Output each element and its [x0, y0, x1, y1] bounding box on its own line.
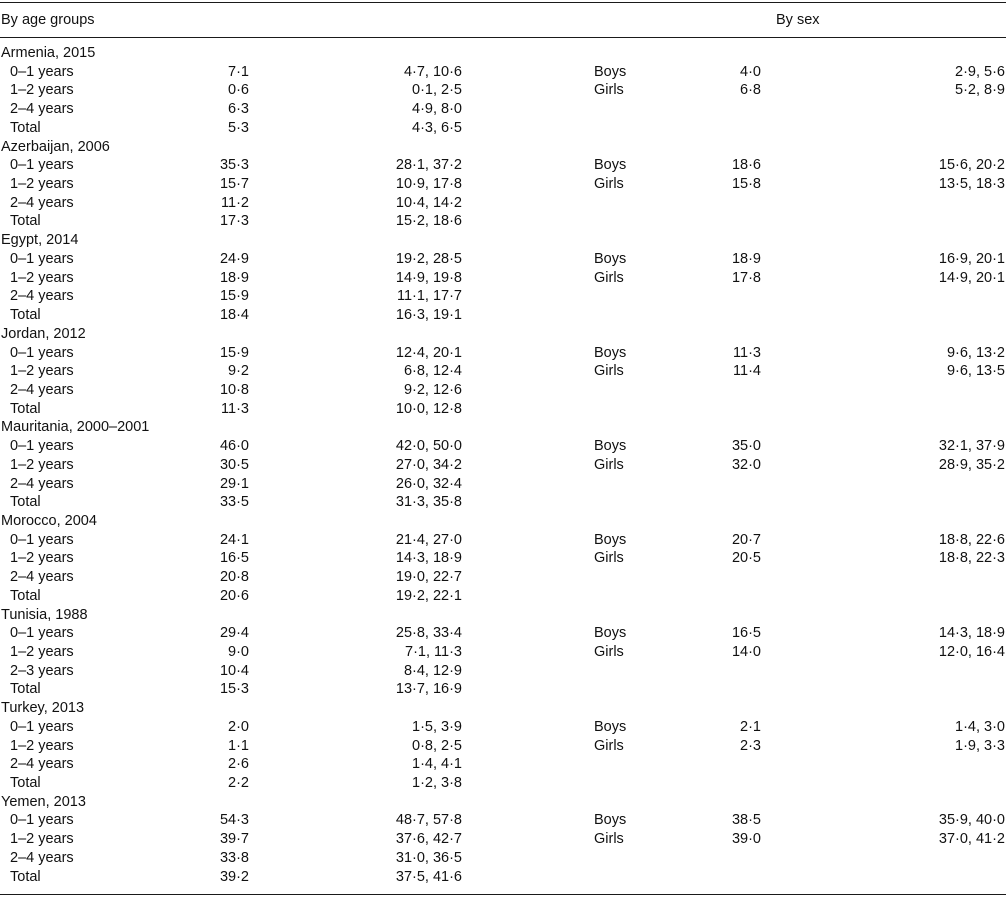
sex-ci: 35·9, 40·0 — [938, 812, 1005, 829]
table-row — [0, 63, 1006, 82]
table-row — [0, 680, 1006, 699]
table-row — [0, 381, 1006, 400]
age-group-value: 30·5 — [219, 456, 249, 473]
age-group-ci: 7·1, 11·3 — [405, 644, 462, 660]
age-group-label: Total — [10, 775, 41, 792]
sex-value: 4·0 — [740, 63, 761, 80]
sex-label: Girls — [594, 550, 624, 567]
age-group-ci: 8·4, 12·9 — [403, 662, 462, 679]
age-group-value: 46·0 — [219, 438, 249, 455]
table-row — [0, 81, 1006, 100]
sex-label: Boys — [594, 157, 627, 174]
age-group-ci: 21·4, 27·0 — [395, 531, 462, 548]
age-group-ci: 10·4, 14·2 — [395, 194, 462, 211]
age-group-value: 2·0 — [228, 718, 249, 735]
table-row — [0, 493, 1006, 512]
age-group-label: Total — [10, 494, 41, 511]
sex-ci: 1·9, 3·3 — [955, 737, 1005, 754]
age-group-value: 33·5 — [219, 494, 249, 511]
age-group-value: 15·9 — [219, 288, 249, 305]
age-group-ci: 12·4, 20·1 — [395, 344, 462, 361]
country-row — [0, 699, 1006, 718]
age-group-ci: 31·0, 36·5 — [395, 849, 462, 866]
age-group-value: 24·1 — [219, 531, 249, 548]
table-row — [0, 587, 1006, 606]
sex-label: Girls — [594, 363, 624, 380]
table-row — [0, 475, 1006, 494]
table-row — [0, 437, 1006, 456]
age-group-label: 0–1 years — [10, 438, 74, 455]
country-row — [0, 418, 1006, 437]
sex-label: Boys — [594, 250, 627, 267]
sex-label: Boys — [594, 63, 627, 80]
sex-value: 14·0 — [731, 644, 761, 660]
country-row — [0, 138, 1006, 157]
age-group-value: 39·2 — [219, 868, 249, 885]
sex-ci: 5·2, 8·9 — [955, 82, 1005, 99]
age-group-ci: 19·2, 22·1 — [395, 587, 462, 604]
sex-ci: 14·3, 18·9 — [938, 625, 1005, 642]
country-label: Tunisia, 1988 — [1, 606, 88, 623]
age-group-value: 20·8 — [219, 569, 249, 586]
sex-label: Boys — [594, 812, 627, 829]
sex-ci: 2·9, 5·6 — [955, 63, 1005, 80]
age-group-ci: 4·7, 10·6 — [403, 63, 462, 80]
age-group-ci: 19·0, 22·7 — [395, 569, 462, 586]
sex-ci: 32·1, 37·9 — [938, 438, 1005, 455]
age-group-value: 54·3 — [219, 812, 249, 829]
sex-value: 32·0 — [731, 456, 761, 473]
age-group-label: 0–1 years — [10, 812, 74, 829]
age-group-label: 1–2 years — [10, 550, 74, 567]
sex-value: 2·1 — [740, 718, 761, 735]
age-group-ci: 14·9, 19·8 — [395, 269, 462, 286]
age-group-value: 16·5 — [219, 550, 249, 567]
country-label: Mauritania, 2000–2001 — [1, 419, 150, 436]
country-row — [0, 44, 1006, 63]
age-group-label: Total — [10, 213, 41, 230]
age-group-ci: 16·3, 19·1 — [395, 307, 462, 324]
age-group-ci: 10·0, 12·8 — [395, 400, 462, 417]
age-group-label: 2–4 years — [10, 569, 74, 586]
sex-ci: 28·9, 35·2 — [938, 456, 1005, 473]
age-group-ci: 26·0, 32·4 — [395, 475, 462, 492]
age-group-label: 2–3 years — [10, 662, 74, 679]
age-group-ci: 4·9, 8·0 — [412, 101, 462, 118]
sex-ci: 18·8, 22·6 — [938, 531, 1005, 548]
table-row — [0, 549, 1006, 568]
sex-ci: 37·0, 41·2 — [938, 831, 1005, 848]
sex-value: 17·8 — [731, 269, 761, 286]
sex-ci: 13·5, 18·3 — [938, 176, 1005, 193]
age-group-label: 1–2 years — [10, 644, 74, 660]
age-group-label: 2–4 years — [10, 288, 74, 305]
age-group-ci: 11·1, 17·7 — [396, 288, 462, 305]
country-row — [0, 512, 1006, 531]
sex-label: Girls — [594, 644, 624, 660]
age-group-label: 1–2 years — [10, 269, 74, 286]
age-group-ci: 37·5, 41·6 — [395, 868, 462, 885]
table-row — [0, 868, 1006, 887]
table-row — [0, 306, 1006, 325]
age-group-ci: 25·8, 33·4 — [395, 625, 462, 642]
age-group-ci: 0·1, 2·5 — [412, 82, 462, 99]
table-row — [0, 718, 1006, 737]
age-group-ci: 19·2, 28·5 — [395, 250, 462, 267]
age-group-label: Total — [10, 587, 41, 604]
age-group-ci: 1·2, 3·8 — [412, 775, 462, 792]
bottom-rule — [0, 894, 1006, 895]
sex-label: Boys — [594, 718, 627, 735]
country-row — [0, 325, 1006, 344]
age-group-label: Total — [10, 307, 41, 324]
age-group-label: Total — [10, 119, 41, 136]
age-group-value: 2·2 — [228, 775, 249, 792]
country-label: Jordan, 2012 — [1, 325, 86, 342]
sex-ci: 15·6, 20·2 — [938, 157, 1005, 174]
sex-value: 16·5 — [731, 625, 761, 642]
table-row — [0, 250, 1006, 269]
table-row — [0, 531, 1006, 550]
age-group-label: 1–2 years — [10, 176, 74, 193]
age-group-value: 0·6 — [228, 82, 249, 99]
table-row — [0, 643, 1006, 662]
age-group-value: 9·2 — [228, 363, 249, 380]
age-group-value: 10·4 — [219, 662, 249, 679]
age-group-label: 0–1 years — [10, 63, 74, 80]
age-group-ci: 1·4, 4·1 — [412, 756, 462, 773]
country-label: Morocco, 2004 — [1, 512, 97, 529]
table-row — [0, 774, 1006, 793]
age-group-value: 7·1 — [228, 63, 249, 80]
table-row — [0, 212, 1006, 231]
age-group-value: 39·7 — [219, 831, 249, 848]
header-by-sex: By sex — [776, 12, 820, 28]
top-rule — [0, 2, 1006, 3]
sex-ci: 12·0, 16·4 — [938, 644, 1005, 660]
country-row — [0, 606, 1006, 625]
sex-value: 39·0 — [731, 831, 761, 848]
age-group-label: 2–4 years — [10, 101, 74, 118]
table-row — [0, 624, 1006, 643]
age-group-value: 2·6 — [228, 756, 249, 773]
age-group-label: 1–2 years — [10, 831, 74, 848]
age-group-value: 10·8 — [219, 381, 249, 398]
sex-value: 11·3 — [733, 344, 761, 361]
country-label: Yemen, 2013 — [1, 793, 86, 810]
table-row — [0, 568, 1006, 587]
age-group-ci: 0·8, 2·5 — [412, 737, 462, 754]
age-group-label: 0–1 years — [10, 625, 74, 642]
sex-value: 38·5 — [731, 812, 761, 829]
age-group-value: 33·8 — [219, 849, 249, 866]
age-group-label: 1–2 years — [10, 737, 74, 754]
age-group-ci: 14·3, 18·9 — [395, 550, 462, 567]
age-group-ci: 4·3, 6·5 — [412, 119, 462, 136]
age-group-label: 0–1 years — [10, 250, 74, 267]
header-by-age-groups: By age groups — [1, 12, 95, 28]
age-group-ci: 48·7, 57·8 — [395, 812, 462, 829]
table-row — [0, 156, 1006, 175]
age-group-label: 1–2 years — [10, 82, 74, 99]
sex-value: 20·5 — [731, 550, 761, 567]
table-row — [0, 100, 1006, 119]
age-group-value: 18·4 — [219, 307, 249, 324]
age-group-value: 15·7 — [219, 176, 249, 193]
table-row — [0, 811, 1006, 830]
age-group-ci: 28·1, 37·2 — [395, 157, 462, 174]
age-group-value: 29·1 — [219, 475, 249, 492]
table-body — [0, 44, 1006, 886]
sex-value: 15·8 — [731, 176, 761, 193]
header-rule — [0, 37, 1006, 38]
table-row — [0, 755, 1006, 774]
country-label: Turkey, 2013 — [1, 700, 85, 717]
sex-value: 35·0 — [731, 438, 761, 455]
country-label: Azerbaijan, 2006 — [1, 138, 110, 155]
age-group-ci: 10·9, 17·8 — [395, 176, 462, 193]
age-group-label: 2–4 years — [10, 194, 74, 211]
table-row — [0, 269, 1006, 288]
country-row — [0, 793, 1006, 812]
age-group-ci: 31·3, 35·8 — [395, 494, 462, 511]
sex-label: Boys — [594, 625, 627, 642]
sex-label: Girls — [594, 737, 624, 754]
age-group-label: 1–2 years — [10, 456, 74, 473]
table-row — [0, 456, 1006, 475]
age-group-ci: 9·2, 12·6 — [403, 381, 462, 398]
sex-ci: 9·6, 13·5 — [946, 363, 1005, 380]
table-row — [0, 287, 1006, 306]
sex-value: 6·8 — [740, 82, 761, 99]
age-group-label: 2–4 years — [10, 381, 74, 398]
sex-value: 2·3 — [740, 737, 761, 754]
table-row — [0, 344, 1006, 363]
age-group-value: 18·9 — [219, 269, 249, 286]
age-group-value: 9·0 — [228, 644, 249, 660]
age-group-value: 24·9 — [219, 250, 249, 267]
sex-ci: 9·6, 13·2 — [946, 344, 1005, 361]
sex-value: 18·6 — [731, 157, 761, 174]
age-group-ci: 15·2, 18·6 — [395, 213, 462, 230]
age-group-label: Total — [10, 400, 41, 417]
sex-label: Boys — [594, 344, 627, 361]
age-group-value: 15·3 — [219, 681, 249, 698]
age-group-value: 15·9 — [219, 344, 249, 361]
sex-value: 18·9 — [731, 250, 761, 267]
age-group-ci: 6·8, 12·4 — [403, 363, 462, 380]
table-row — [0, 662, 1006, 681]
age-group-label: Total — [10, 868, 41, 885]
age-group-label: 0–1 years — [10, 344, 74, 361]
age-group-value: 20·6 — [219, 587, 249, 604]
age-group-label: 0–1 years — [10, 531, 74, 548]
table-row — [0, 119, 1006, 138]
sex-ci: 16·9, 20·1 — [938, 250, 1005, 267]
table-row — [0, 194, 1006, 213]
age-group-value: 1·1 — [228, 737, 249, 754]
sex-label: Girls — [594, 82, 624, 99]
table-row — [0, 400, 1006, 419]
table-row — [0, 175, 1006, 194]
country-row — [0, 231, 1006, 250]
table-row — [0, 362, 1006, 381]
age-group-ci: 42·0, 50·0 — [395, 438, 462, 455]
age-group-ci: 37·6, 42·7 — [395, 831, 462, 848]
table-row — [0, 830, 1006, 849]
age-group-ci: 27·0, 34·2 — [395, 456, 462, 473]
age-group-label: 2–4 years — [10, 756, 74, 773]
sex-value: 11·4 — [733, 363, 761, 380]
age-group-value: 35·3 — [219, 157, 249, 174]
sex-value: 20·7 — [731, 531, 761, 548]
sex-ci: 14·9, 20·1 — [938, 269, 1005, 286]
age-group-label: Total — [10, 681, 41, 698]
age-group-ci: 13·7, 16·9 — [395, 681, 462, 698]
sex-ci: 18·8, 22·3 — [938, 550, 1005, 567]
sex-label: Girls — [594, 456, 624, 473]
age-group-value: 11·3 — [221, 400, 249, 417]
age-group-label: 2–4 years — [10, 475, 74, 492]
age-group-label: 0–1 years — [10, 157, 74, 174]
country-label: Egypt, 2014 — [1, 232, 79, 249]
table-row — [0, 737, 1006, 756]
age-group-value: 6·3 — [228, 101, 249, 118]
age-group-label: 1–2 years — [10, 363, 74, 380]
country-label: Armenia, 2015 — [1, 45, 96, 61]
age-group-ci: 1·5, 3·9 — [412, 718, 462, 735]
age-group-label: 2–4 years — [10, 849, 74, 866]
sex-label: Girls — [594, 831, 624, 848]
sex-label: Girls — [594, 269, 624, 286]
age-group-label: 0–1 years — [10, 718, 74, 735]
age-group-value: 29·4 — [219, 625, 249, 642]
age-group-value: 17·3 — [219, 213, 249, 230]
sex-label: Girls — [594, 176, 624, 193]
table-row — [0, 849, 1006, 868]
sex-ci: 1·4, 3·0 — [955, 718, 1005, 735]
sex-label: Boys — [594, 438, 627, 455]
age-group-value: 5·3 — [228, 119, 249, 136]
sex-label: Boys — [594, 531, 627, 548]
age-group-value: 11·2 — [221, 194, 249, 211]
